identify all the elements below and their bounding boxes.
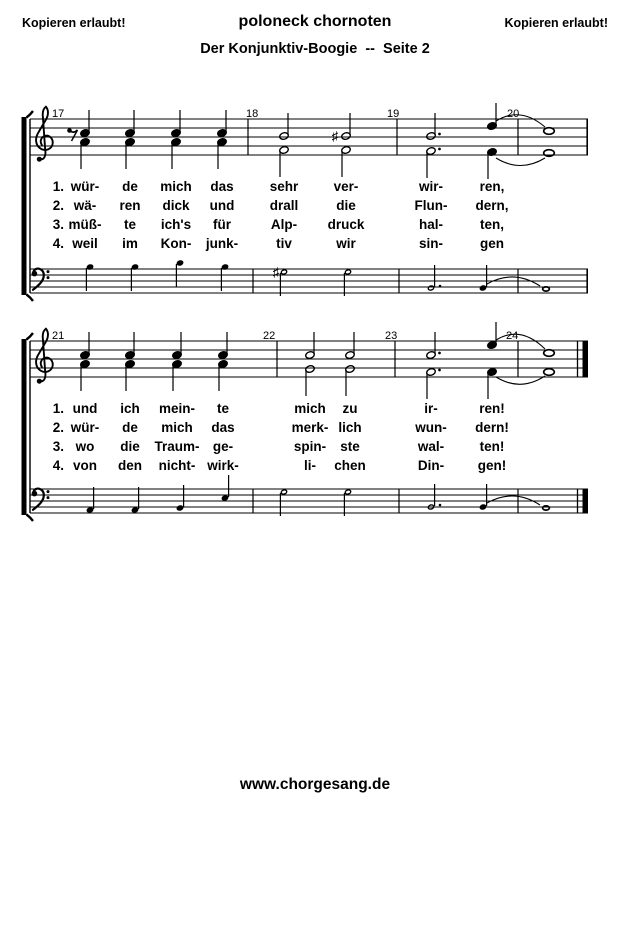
lyric-syllable: ir-	[424, 401, 438, 416]
measure-number: 18	[246, 108, 259, 120]
lyric-syllable: für	[213, 217, 231, 232]
lyric-syllable: wirk-	[207, 458, 239, 473]
system-bracket	[22, 333, 34, 521]
verse-number: 1.	[52, 179, 64, 194]
system-bracket	[22, 111, 34, 301]
lyric-syllable: ich's	[160, 217, 192, 232]
lyric-syllable: ren,	[479, 179, 505, 194]
measure-number: 17	[52, 108, 65, 120]
lyric-syllable: de	[122, 420, 138, 435]
lyric-syllable: dern,	[475, 198, 509, 213]
measure-number: 19	[387, 108, 400, 120]
measure-numbers	[52, 330, 518, 342]
copy-notice-left: Kopieren erlaubt!	[22, 16, 126, 30]
lyric-syllable: ich	[120, 401, 140, 416]
lyric-syllable: ren!	[479, 401, 505, 416]
treble-staff-system-2	[30, 322, 588, 399]
song-subtitle: Der Konjunktiv-Boogie -- Seite 2	[200, 41, 430, 57]
lyric-syllable: müß-	[68, 217, 102, 232]
lyric-syllable: lich	[338, 420, 362, 435]
measure-number: 21	[52, 330, 65, 342]
lyric-syllable: sin-	[418, 236, 444, 251]
lyric-syllable: hal-	[418, 217, 444, 232]
lyrics-block	[53, 179, 509, 251]
lyric-syllable: wir-	[418, 179, 444, 194]
bass-staff-system-1	[30, 260, 588, 296]
measure-number: 24	[506, 330, 519, 342]
verse-number: 2.	[52, 420, 64, 435]
measure-numbers	[52, 108, 519, 120]
lyric-syllable: zu	[342, 401, 358, 416]
lyric-syllable: Alp-	[270, 217, 298, 232]
lyric-syllable: von	[72, 458, 98, 473]
lyric-syllable: wür-	[70, 179, 100, 194]
lyric-syllable: die	[336, 198, 356, 213]
lyric-syllable: wä-	[73, 198, 97, 213]
measure-number: 22	[263, 330, 276, 342]
copy-notice-right: Kopieren erlaubt!	[504, 16, 608, 30]
lyric-syllable: wun-	[415, 420, 447, 435]
bass-staff-system-2	[30, 475, 588, 516]
lyric-syllable: wo	[75, 439, 95, 454]
lyric-syllable: gen	[479, 236, 505, 251]
lyric-syllable: mein-	[158, 401, 196, 416]
verse-number: 2.	[52, 198, 64, 213]
lyric-syllable: chen	[334, 458, 366, 473]
lyric-syllable: te	[216, 401, 230, 416]
lyric-syllable: sehr	[269, 179, 299, 194]
lyric-syllable: die	[120, 439, 140, 454]
lyric-syllable: Flun-	[414, 198, 448, 213]
lyric-syllable: wür-	[70, 420, 100, 435]
lyric-syllable: weil	[72, 236, 98, 251]
lyric-syllable: drall	[269, 198, 299, 213]
lyric-syllable: dern!	[475, 420, 509, 435]
lyric-syllable: Din-	[417, 458, 445, 473]
lyric-syllable: und	[209, 198, 235, 213]
lyric-syllable: und	[72, 401, 98, 416]
lyric-syllable: merk-	[291, 420, 329, 435]
measure-number: 23	[385, 330, 398, 342]
lyric-syllable: Traum-	[154, 439, 200, 454]
lyric-syllable: mich	[294, 401, 326, 416]
lyric-syllable: junk-	[205, 236, 239, 251]
lyric-syllable: ste	[340, 439, 360, 454]
lyric-syllable: ten,	[479, 217, 505, 232]
sharp-accidental: ♯	[331, 128, 339, 144]
lyric-syllable: mich	[161, 420, 193, 435]
treble-staff-system-1	[30, 103, 588, 179]
lyric-syllable: den	[117, 458, 143, 473]
verse-number: 3.	[52, 217, 64, 232]
website-footer: www.chorgesang.de	[239, 776, 391, 793]
lyric-syllable: li-	[304, 458, 316, 473]
lyric-syllable: ver-	[333, 179, 359, 194]
lyric-syllable: spin-	[293, 439, 327, 454]
verse-number: 4.	[52, 236, 64, 251]
lyric-syllable: druck	[327, 217, 365, 232]
lyric-syllable: ten!	[479, 439, 505, 454]
lyric-syllable: das	[211, 420, 235, 435]
verse-number: 1.	[52, 401, 64, 416]
verse-number: 4.	[52, 458, 64, 473]
lyric-syllable: gen!	[477, 458, 507, 473]
lyric-syllable: im	[122, 236, 138, 251]
lyric-syllable: tiv	[276, 236, 292, 251]
page-title: poloneck chornoten	[238, 13, 392, 30]
lyric-syllable: Kon-	[160, 236, 192, 251]
lyric-syllable: dick	[162, 198, 190, 213]
lyric-syllable: wir	[336, 236, 356, 251]
lyrics-block	[53, 401, 509, 473]
lyric-syllable: nicht-	[158, 458, 196, 473]
measure-number: 20	[507, 108, 520, 120]
lyric-syllable: de	[122, 179, 138, 194]
lyric-syllable: te	[123, 217, 137, 232]
lyric-syllable: das	[210, 179, 234, 194]
sharp-accidental: ♯	[272, 264, 280, 280]
lyric-syllable: ren	[119, 198, 141, 213]
lyric-syllable: mich	[160, 179, 192, 194]
lyric-syllable: ge-	[212, 439, 234, 454]
lyric-syllable: wal-	[417, 439, 445, 454]
verse-number: 3.	[52, 439, 64, 454]
